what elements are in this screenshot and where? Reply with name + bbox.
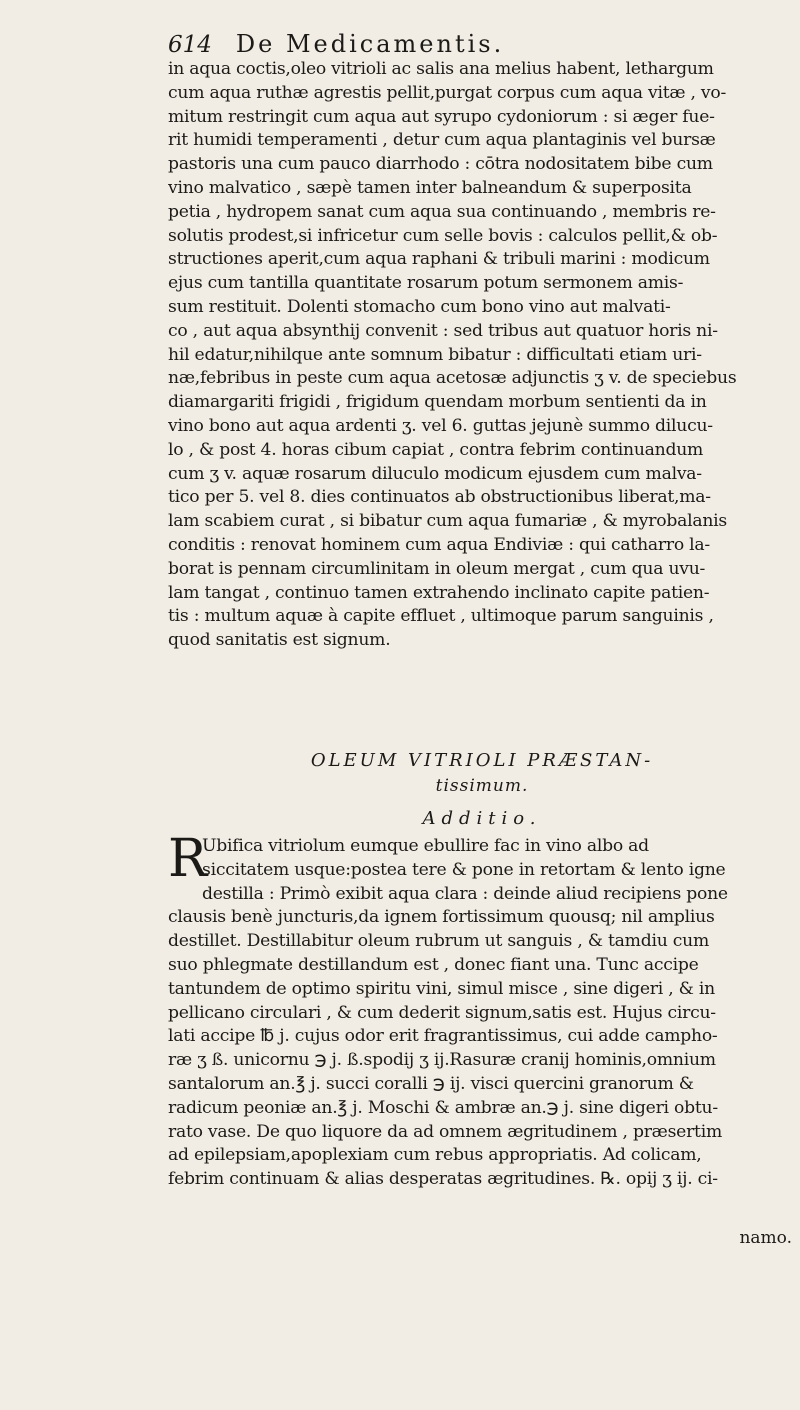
paragraph-recipe-lines xyxy=(168,859,796,1192)
catchword: namo. xyxy=(739,1228,792,1248)
text-line: rato vase. De quo liquore da ad omnem ægritudinem , præsertim xyxy=(168,1121,723,1142)
text-line: radicum peoniæ an.℥ j. Moschi & ambræ an.℈ j. sine digeri obtu- xyxy=(168,1097,718,1118)
text-line: pastoris una cum pauco diarrhodo : cōtra nodositatem bibe cum xyxy=(168,154,713,175)
text-line: tis : multum aquæ à capite effluet , ultimoque parum sanguinis , xyxy=(168,606,714,627)
text-line: suo phlegmate destillandum est , donec fiant una. Tunc accipe xyxy=(168,954,699,975)
text-line: tico per 5. vel 8. dies continuatos ab obstructionibus liberat,ma- xyxy=(168,487,711,508)
text-line: ad epilepsiam,apoplexiam cum rebus appropriatis. Ad colicam, xyxy=(168,1145,702,1166)
text-line: cum ʒ v. aquæ rosarum diluculo modicum ejusdem cum malva- xyxy=(168,463,702,484)
text-line: mitum restringit cum aqua aut syrupo cydoniorum : si æger fue- xyxy=(168,106,715,127)
text-line: petia , hydropem sanat cum aqua sua continuando , membris re- xyxy=(168,201,716,222)
text-line: lo , & post 4. horas cibum capiat , contra febrim continuandum xyxy=(168,439,704,460)
text-line: ejus cum tantilla quantitate rosarum potum sermonem amis- xyxy=(168,273,684,294)
text-line: febrim continuam & alias desperatas ægritudines. ℞. opij ʒ ij. ci- xyxy=(168,1169,718,1190)
text-line: solutis prodest,si infricetur cum selle bovis : calculos pellit,& ob- xyxy=(168,225,718,246)
section-heading-continuation: tissimum. xyxy=(435,776,529,796)
page-number: 614 xyxy=(168,32,212,58)
text-line: sum restituit. Dolenti stomacho cum bono vino aut malvati- xyxy=(168,296,671,317)
text-line: in aqua coctis,oleo vitrioli ac salis ana melius habent, lethargum xyxy=(168,59,714,79)
text-line: vino bono aut aqua ardenti ʒ. vel 6. guttas jejunè summo dilucu- xyxy=(168,415,713,436)
paragraph-medicinal-uses xyxy=(168,58,796,653)
text-line: santalorum an.℥ j. succi coralli ℈ ij. visci quercini granorum & xyxy=(168,1073,694,1094)
text-line: destilla : Primò exibit aqua clara : deinde aliud recipiens pone xyxy=(202,883,728,904)
drop-cap-letter: R xyxy=(168,829,207,889)
text-line: clausis benè juncturis,da ignem fortissimum quousq; nil amplius xyxy=(168,907,715,928)
text-line: rit humidi temperamenti , detur cum aqua plantaginis vel bursæ xyxy=(168,130,716,151)
section-subheading-additio: Additio. xyxy=(422,808,542,829)
text-line: diamargariti frigidi , frigidum quendam morbum sentienti da in xyxy=(168,392,707,413)
text-line-first: Ubifica vitriolum eumque ebullire fac in vino albo ad xyxy=(202,836,649,856)
text-line: conditis : renovat hominem cum aqua Endiviæ : qui catharro la- xyxy=(168,534,710,555)
text-line: pellicano circulari , & cum dederit signum,satis est. Hujus circu- xyxy=(168,1002,716,1023)
text-line: lati accipe ℔ j. cujus odor erit fragrantissimus, cui adde campho- xyxy=(168,1026,718,1047)
text-line: quod sanitatis est signum. xyxy=(168,630,391,651)
paragraph-recipe xyxy=(168,829,796,1192)
running-title: De Medicamentis. xyxy=(235,30,505,58)
text-line: borat is pennam circumlinitam in oleum mergat , cum qua uvu- xyxy=(168,558,706,579)
text-line: vino malvatico , sæpè tamen inter balneandum & superposita xyxy=(168,177,692,198)
section-heading: OLEUM VITRIOLI PRÆSTAN- xyxy=(310,750,654,771)
text-line: hil edatur,nihilque ante somnum bibatur : difficultati etiam uri- xyxy=(168,344,702,365)
text-line: structiones aperit,cum aqua raphani & tribuli marini : modicum xyxy=(168,249,710,270)
text-line: lam tangat , continuo tamen extrahendo inclinato capite patien- xyxy=(168,582,710,603)
text-line: næ,febribus in peste cum aqua acetosæ adjunctis ʒ v. de speciebus xyxy=(168,368,737,389)
text-line: tantundem de optimo spiritu vini, simul misce , sine digeri , & in xyxy=(168,978,715,999)
text-line: cum aqua ruthæ agrestis pellit,purgat corpus cum aqua vitæ , vo- xyxy=(168,82,727,103)
text-line: siccitatem usque:postea tere & pone in retortam & lento igne xyxy=(202,859,726,880)
text-line: lam scabiem curat , si bibatur cum aqua fumariæ , & myrobalanis xyxy=(168,511,727,532)
text-line: ræ ʒ ß. unicornu ℈ j. ß.spodij ʒ ij.Rasuræ cranij hominis,omnium xyxy=(168,1050,716,1071)
text-line: destillet. Destillabitur oleum rubrum ut sanguis , & tamdiu cum xyxy=(168,931,709,952)
text-line: co , aut aqua absynthij convenit : sed tribus aut quatuor horis ni- xyxy=(168,320,718,341)
